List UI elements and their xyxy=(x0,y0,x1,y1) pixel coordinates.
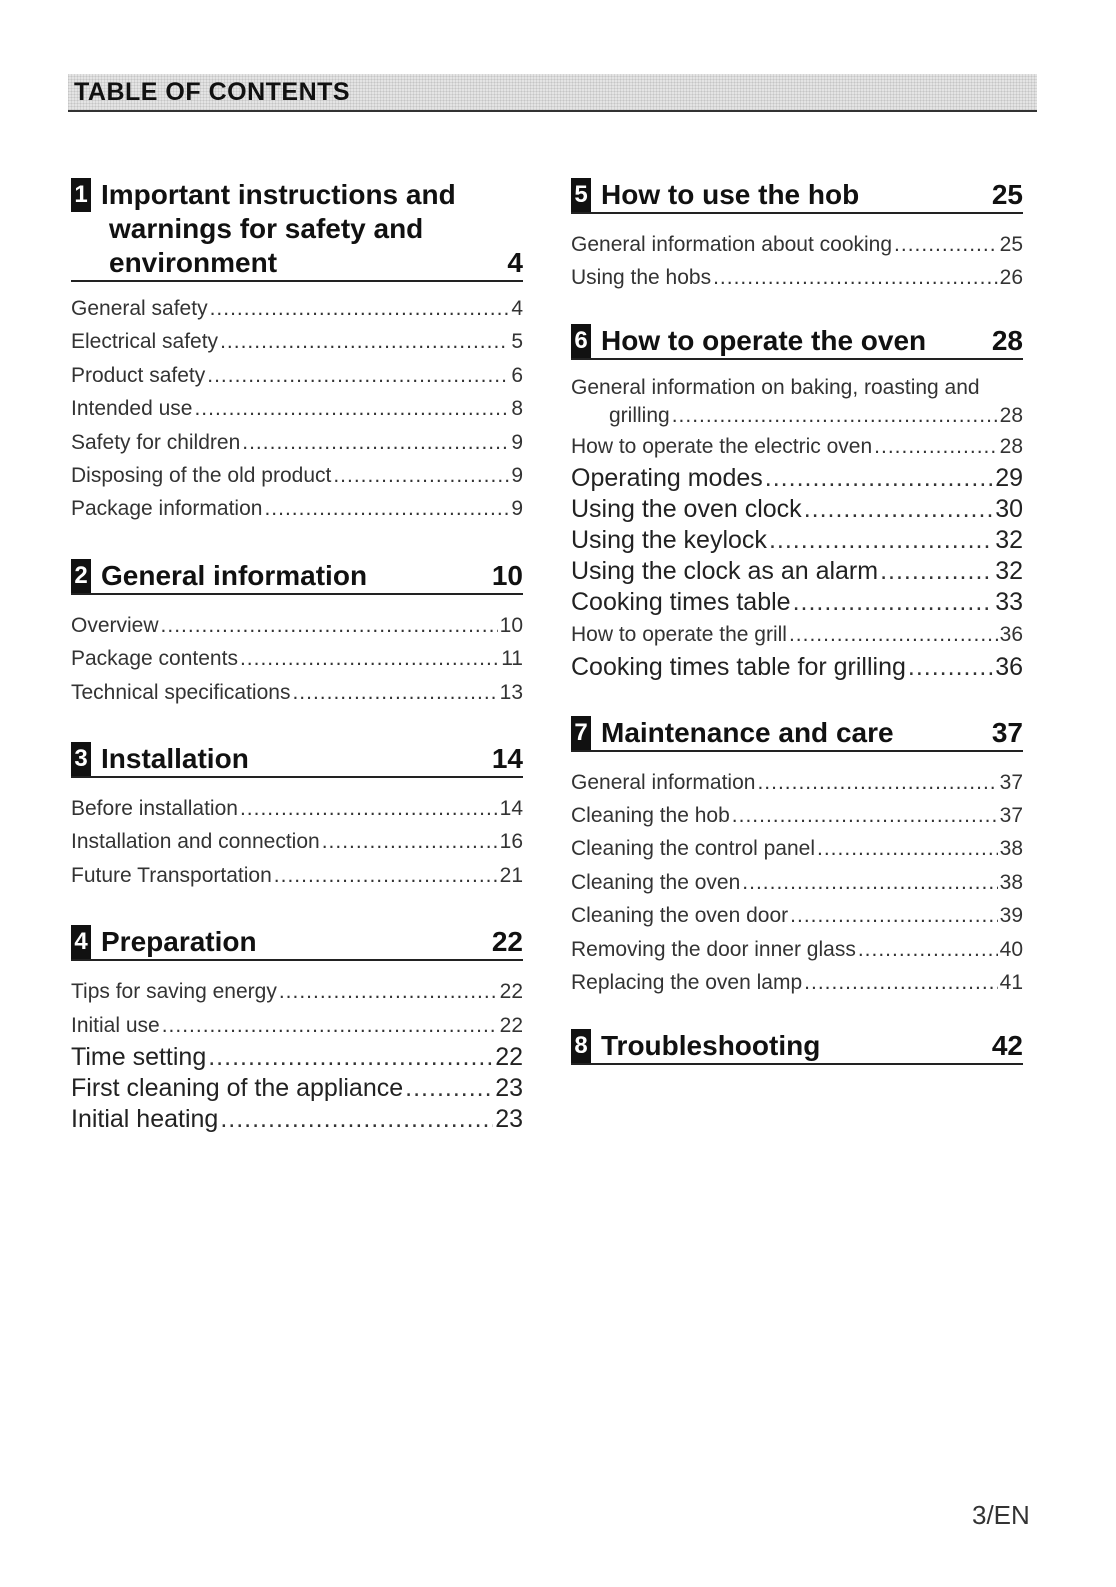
toc-entry[interactable] xyxy=(71,792,523,825)
toc-entry[interactable] xyxy=(71,975,523,1008)
toc-entry[interactable] xyxy=(571,261,1023,294)
section-heading[interactable] xyxy=(71,559,523,595)
toc-entry[interactable] xyxy=(71,1104,523,1135)
leader-dots xyxy=(874,430,997,463)
toc-entry[interactable] xyxy=(571,866,1023,899)
entry-page: 22 xyxy=(495,1043,523,1072)
leader-dots xyxy=(742,866,997,899)
page-number: 3/EN xyxy=(972,1500,1030,1530)
toc-entry[interactable] xyxy=(571,228,1023,261)
leader-dots xyxy=(274,859,498,892)
entry-label: Installation and connection xyxy=(71,830,320,854)
entry-label: Time setting xyxy=(71,1043,207,1072)
entry-label: How to operate the electric oven xyxy=(571,434,873,458)
toc-section-8 xyxy=(571,1029,1023,1065)
toc-section-4 xyxy=(71,925,523,961)
leader-dots xyxy=(264,492,509,525)
entry-page: 26 xyxy=(999,266,1023,290)
entry-label: Overview xyxy=(71,613,159,637)
section-page: 28 xyxy=(991,324,1023,356)
leader-dots xyxy=(220,325,509,358)
entry-label: Cooking times table for grilling xyxy=(571,652,906,681)
entry-label: Future Transportation xyxy=(71,863,272,887)
entry-label: Cleaning the control panel xyxy=(571,837,816,861)
entry-label: Operating modes xyxy=(571,464,763,493)
entry-label: Using the hobs xyxy=(571,266,712,290)
entry-page: 5 xyxy=(511,330,523,354)
entry-page: 6 xyxy=(511,363,523,387)
toc-entry[interactable] xyxy=(71,1009,523,1042)
leader-dots xyxy=(672,402,998,430)
section-page: 10 xyxy=(491,559,523,591)
leader-dots xyxy=(804,966,997,999)
toc-entry[interactable] xyxy=(571,652,1023,683)
entry-page: 9 xyxy=(511,430,523,454)
section-number-badge: 6 xyxy=(571,324,591,358)
entry-page: 41 xyxy=(999,971,1023,995)
entry-label: grilling xyxy=(609,403,670,427)
toc-entry[interactable] xyxy=(71,426,523,459)
section-page: 37 xyxy=(991,716,1023,748)
leader-dots xyxy=(194,392,509,425)
leader-dots xyxy=(240,792,498,825)
entry-page: 30 xyxy=(995,495,1023,524)
toc-entry[interactable] xyxy=(71,825,523,858)
entry-label: Using the oven clock xyxy=(571,495,802,524)
section-page: 4 xyxy=(507,247,523,278)
toc-entry[interactable] xyxy=(71,459,523,492)
entry-label: Using the clock as an alarm xyxy=(571,557,879,586)
toc-entry[interactable] xyxy=(571,374,1023,430)
toc-entry-list xyxy=(71,792,523,892)
section-title: Maintenance and care xyxy=(601,716,894,748)
section-title: Installation xyxy=(101,743,249,775)
toc-entry[interactable] xyxy=(571,556,1023,587)
leader-dots xyxy=(322,825,498,858)
leader-dots xyxy=(769,525,993,556)
entry-label: Electrical safety xyxy=(71,330,219,354)
toc-entry[interactable] xyxy=(71,492,523,525)
toc-entry[interactable] xyxy=(571,587,1023,618)
toc-entry[interactable] xyxy=(571,430,1023,463)
entry-label: Tips for saving energy xyxy=(71,980,277,1004)
section-title: Troubleshooting xyxy=(601,1030,821,1062)
entry-page: 16 xyxy=(499,830,523,854)
entry-page: 11 xyxy=(501,647,523,671)
section-heading[interactable] xyxy=(71,925,523,961)
leader-dots xyxy=(162,1009,498,1042)
toc-entry-list xyxy=(571,766,1023,1000)
section-number-badge: 4 xyxy=(71,925,91,959)
entry-page: 29 xyxy=(995,464,1023,493)
toc-entry[interactable] xyxy=(71,642,523,675)
entry-label: Technical specifications xyxy=(71,680,291,704)
toc-section-6 xyxy=(571,324,1023,360)
entry-page: 25 xyxy=(999,233,1023,256)
toc-entry[interactable] xyxy=(71,1042,523,1073)
leader-dots xyxy=(880,556,993,587)
entry-label: Cleaning the oven xyxy=(571,870,741,894)
entry-label: Before installation xyxy=(71,797,238,821)
toc-banner xyxy=(68,74,1037,112)
section-heading[interactable] xyxy=(571,178,1023,214)
toc-entry[interactable] xyxy=(571,933,1023,966)
entry-label: Cleaning the hob xyxy=(571,804,730,828)
entry-page: 21 xyxy=(499,863,523,887)
entry-page: 37 xyxy=(999,804,1023,828)
leader-dots xyxy=(333,459,509,492)
leader-dots xyxy=(405,1073,493,1104)
leader-dots xyxy=(894,228,998,261)
section-page: 22 xyxy=(491,926,523,958)
section-number-badge: 2 xyxy=(71,559,91,593)
entry-label: First cleaning of the appliance xyxy=(71,1074,404,1103)
toc-section-5 xyxy=(571,178,1023,214)
entry-page: 22 xyxy=(499,1013,523,1037)
leader-dots xyxy=(804,494,994,525)
entry-label: General information about cooking xyxy=(571,233,893,256)
entry-page: 9 xyxy=(511,497,523,521)
section-number-badge: 7 xyxy=(571,716,591,750)
entry-page: 39 xyxy=(999,904,1023,928)
entry-label: Intended use xyxy=(71,397,193,421)
leader-dots xyxy=(207,359,509,392)
section-page: 14 xyxy=(491,743,523,775)
leader-dots xyxy=(757,766,997,799)
entry-page: 37 xyxy=(999,770,1023,794)
entry-label: Product safety xyxy=(71,363,206,387)
toc-entry[interactable] xyxy=(71,859,523,892)
entry-label: Package information xyxy=(71,497,263,521)
entry-label: Safety for children xyxy=(71,430,241,454)
page-title: TABLE OF CONTENTS xyxy=(74,78,351,106)
toc-right-column xyxy=(571,178,1023,1065)
toc-entry-list xyxy=(571,374,1023,683)
toc-section-2 xyxy=(71,559,523,595)
section-heading[interactable] xyxy=(571,716,1023,752)
toc-entry[interactable] xyxy=(571,966,1023,999)
section-number-badge: 3 xyxy=(71,742,91,776)
toc-entry-list xyxy=(71,975,523,1135)
section-title xyxy=(101,178,499,280)
entry-page: 38 xyxy=(999,837,1023,861)
toc-entry[interactable] xyxy=(71,609,523,642)
leader-dots xyxy=(240,642,499,675)
toc-entry[interactable] xyxy=(71,1073,523,1104)
toc-section-1 xyxy=(71,178,523,313)
entry-page: 40 xyxy=(999,937,1023,961)
section-title-line: Important instructions and xyxy=(101,179,456,210)
leader-dots xyxy=(292,676,497,709)
entry-label: General information on baking, roasting and xyxy=(571,375,980,399)
section-heading[interactable] xyxy=(71,178,523,282)
section-heading[interactable] xyxy=(71,742,523,778)
toc-entry[interactable] xyxy=(571,799,1023,832)
toc-entry[interactable] xyxy=(571,766,1023,799)
section-number-badge: 8 xyxy=(571,1029,591,1063)
entry-label: Initial heating xyxy=(71,1105,219,1134)
entry-page: 23 xyxy=(495,1105,523,1134)
toc-section-3 xyxy=(71,742,523,778)
entry-page: 14 xyxy=(499,797,523,821)
leader-dots xyxy=(220,1104,493,1135)
entry-page: 32 xyxy=(995,557,1023,586)
entry-label: General safety xyxy=(71,297,208,320)
entry-label: Removing the door inner glass xyxy=(571,937,856,961)
entry-page: 36 xyxy=(995,652,1023,681)
entry-page: 9 xyxy=(511,464,523,488)
entry-page: 23 xyxy=(495,1074,523,1103)
toc-entry[interactable] xyxy=(71,325,523,358)
toc-entry-list xyxy=(71,292,523,526)
entry-label: Cooking times table xyxy=(571,588,791,617)
section-title: General information xyxy=(101,559,368,591)
section-title: How to operate the oven xyxy=(601,324,927,356)
section-title-line: warnings for safety and xyxy=(109,213,424,244)
section-page: 42 xyxy=(991,1030,1023,1062)
section-title: Preparation xyxy=(101,926,257,958)
toc-entry[interactable] xyxy=(571,525,1023,556)
section-title: How to use the hob xyxy=(601,179,860,210)
entry-page: 13 xyxy=(499,680,523,704)
section-page: 25 xyxy=(991,179,1023,210)
entry-page: 10 xyxy=(499,613,523,637)
toc-entry[interactable] xyxy=(571,618,1023,651)
toc-entry[interactable] xyxy=(571,463,1023,494)
toc-entry[interactable] xyxy=(571,899,1023,932)
toc-entry[interactable] xyxy=(571,494,1023,525)
toc-entry[interactable] xyxy=(71,392,523,425)
leader-dots xyxy=(790,899,997,932)
entry-page: 8 xyxy=(511,397,523,421)
entry-label: Using the keylock xyxy=(571,526,767,555)
toc-entry[interactable] xyxy=(71,676,523,709)
entry-label: Package contents xyxy=(71,647,238,671)
entry-page: 36 xyxy=(999,623,1023,647)
entry-label-continuation xyxy=(571,402,1023,430)
entry-page: 32 xyxy=(995,526,1023,555)
entry-label: Disposing of the old product xyxy=(71,464,332,488)
leader-dots xyxy=(858,933,998,966)
toc-entry[interactable] xyxy=(71,359,523,392)
entry-label: General information xyxy=(571,770,756,794)
entry-page: 22 xyxy=(499,980,523,1004)
leader-dots xyxy=(789,618,998,651)
toc-entry-list xyxy=(571,228,1023,295)
section-title-line: environment xyxy=(109,247,278,278)
entry-page: 4 xyxy=(511,297,523,320)
leader-dots xyxy=(908,652,993,683)
leader-dots xyxy=(817,832,998,865)
leader-dots xyxy=(713,261,998,294)
leader-dots xyxy=(793,587,994,618)
entry-label: Initial use xyxy=(71,1013,160,1037)
section-number-badge: 1 xyxy=(71,178,91,212)
leader-dots xyxy=(732,799,998,832)
leader-dots xyxy=(208,1042,493,1073)
entry-page: 33 xyxy=(995,588,1023,617)
entry-page: 28 xyxy=(999,403,1023,427)
section-number-badge: 5 xyxy=(571,178,591,212)
toc-section-7 xyxy=(571,716,1023,752)
toc-left-column xyxy=(71,178,523,1135)
entry-page: 28 xyxy=(999,434,1023,458)
entry-label: Cleaning the oven door xyxy=(571,904,789,928)
toc-entry[interactable] xyxy=(571,832,1023,865)
leader-dots xyxy=(765,463,993,494)
entry-label: How to operate the grill xyxy=(571,623,787,647)
section-heading[interactable] xyxy=(571,324,1023,360)
leader-dots xyxy=(242,426,509,459)
leader-dots xyxy=(161,609,498,642)
section-heading[interactable] xyxy=(571,1029,1023,1065)
entry-label: Replacing the oven lamp xyxy=(571,971,803,995)
toc-entry-list xyxy=(71,609,523,709)
leader-dots xyxy=(279,975,498,1008)
entry-page: 38 xyxy=(999,870,1023,894)
